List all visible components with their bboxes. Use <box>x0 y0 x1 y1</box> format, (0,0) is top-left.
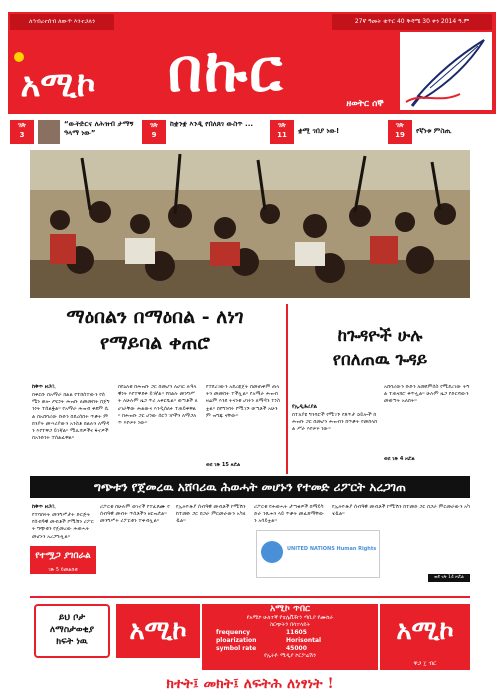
side-tag-sub: ገጽ 5 ይመልከቱ <box>30 566 96 574</box>
teaser-text: “ውትድርና ለሕዝብ ታማኝ ዓላማ ነው” <box>64 120 134 137</box>
main-story-continue[interactable]: ወደ ገጽ 15 ዞሯል <box>206 462 241 468</box>
promo-freq-row <box>202 629 378 637</box>
promo-brand-left: አሚኮ <box>116 604 200 658</box>
column-divider <box>286 304 288 474</box>
right-story-col2: አሸባሪውን ቡድን ለመደምሰስ የሚደረገው ትግል ተጠናክሮ ቀጥሏል። ሁሉም ዜጋ የድርሻውን መወጣት አለበት። <box>384 384 470 405</box>
price-tag: ዋጋ ፲ ብር <box>380 658 470 670</box>
teaser-item[interactable] <box>142 118 260 146</box>
un-emblem-icon <box>261 541 283 563</box>
freq-label: frequency <box>216 629 251 636</box>
lower-col5: የኢትዮጵያ ሰብዓዊ መብቶች ኮሚሽን ከተመድ ጋር በጋራ ምርመራውን አካሂዷል። <box>332 504 470 518</box>
main-headline-line2: የማይባል ቀጠሮ <box>100 332 210 354</box>
main-byline: ከቅጥ ዘጋቢ <box>32 384 56 390</box>
teaser-page-badge: ገጽ 19 <box>388 120 412 144</box>
right-headline-line2: የበለጠዉ ጉዳይ <box>332 350 428 370</box>
promo-footer-note: የኢትዮ ሚዲያ ኮርፖሬሽን <box>264 653 316 659</box>
un-logo-text: UNITED NATIONS Human Rights <box>287 546 377 552</box>
teaser-photo <box>38 120 60 144</box>
teaser-item[interactable] <box>8 118 136 146</box>
main-story-col2: በየዕለቱ ከሕዝቡ ጋር በመሆን ለሀገር ሉዓላዊነት እየተዋደቀ ይገኛል። የክልሉ መንግሥት ለሁሉም ዜጋ ጥሪ አቅርቧል። ወጣቶች ለሀገራቸው ሕልውና እንዲሰለፉ ተጠይቀዋል። ከሕዝቡ ጋር ሆነው ሰርጎ ገቦችን ለማጋለጥ እየሠሩ ነው። <box>118 384 198 427</box>
pol-value: Horisontal <box>286 637 322 644</box>
masthead-date: 27ኛ ዓመት ቁጥር 40 ቅዳሜ 30 ቀን 2014 ዓ.ም <box>332 14 492 30</box>
lower-continue[interactable]: ወደ ገጽ 14 ዞሯል <box>428 574 470 582</box>
promo-pol-row <box>202 637 378 645</box>
lower-col5-wrap <box>332 504 470 574</box>
brand-logo-star-icon <box>14 52 24 62</box>
promo-center[interactable] <box>202 604 378 670</box>
main-headline[interactable] <box>30 304 280 380</box>
side-tag[interactable]: የተሟጋ ያገበራል <box>30 546 96 566</box>
lower-col2: ሪፖርቱ በሁሉም ወገኖች የተፈጸሙ የሰብዓዊ መብት ጥሰቶችን ዘርዝሯል። መንግሥት ሪፖርቱን ተቀብሏል። <box>100 504 170 525</box>
news-banner[interactable]: ግጭቱን የጀመረዉ አሸባሪዉ ሕወሓት መሆኑን የተመድ ሪፖርት አረጋገጠ <box>30 476 470 498</box>
ad-space-line2: ለማስታወቂያ <box>49 625 95 635</box>
masthead-tagline: ለኅብረተሰብ ለውጥ እንተጋለን <box>10 14 114 30</box>
main-headline-line1: ማዕበልን በማዕበል - ለነገ <box>66 306 244 328</box>
lead-photo <box>30 150 470 298</box>
promo-sub1: የአሚኮ ሁለተኛ የቴሌቪዥን ጣቢያ የሙከራ <box>246 615 334 621</box>
right-headline[interactable] <box>290 324 470 380</box>
teaser-text: ቋሚ ገበያ ነው! <box>298 127 340 135</box>
pol-label: ploarization <box>216 637 257 644</box>
right-headline-line1: ከጉዳዮች ሁሉ <box>337 326 423 346</box>
right-story-col1: በተለያዩ ግንባሮች የሚገኙ የጸጥታ ኃይሎች ከሕዝቡ ጋር በመሆን ሕዝብን ከጥቃት የመከላከል ሥራ እየሠሩ ነው። <box>292 412 378 433</box>
teaser-item[interactable] <box>388 118 496 146</box>
footer-slogan: ክተት፤ መክት፤ ለፍትሕ ለነፃነት ! <box>166 676 334 692</box>
brand-logo: አሚኮ <box>20 65 96 105</box>
lower-byline: ከቅጥ ዘጋቢ <box>32 504 56 510</box>
newspaper-title: በኩር <box>167 36 285 106</box>
freq-value: 11605 <box>286 629 307 636</box>
promo-sub2: ስርጭትን በሳተላይት <box>269 622 311 628</box>
teaser-text: ከቋንቋ እንዲ የበለጸገ ውስጥ ... <box>170 120 254 128</box>
teaser-page-badge: ገጽ 3 <box>10 120 34 144</box>
ad-space-line3: ክፍት ነዉ <box>56 637 88 647</box>
lower-col3: የኢትዮጵያ ሰብዓዊ መብቶች ኮሚሽን ከተመድ ጋር በጋራ ምርመራውን አካሂዷል። <box>176 504 246 525</box>
promo-divider <box>30 596 470 598</box>
promo-title: አሚኮ ጥበር <box>270 604 310 614</box>
sym-label: symbol rate <box>216 645 257 652</box>
ad-space-box[interactable] <box>34 604 110 658</box>
lower-col4: ሪፖርቱ የሕወሓት ታጣቂዎች በማይካድራ ንጹሐን ላይ ጥቃት መፈጸማቸውን አሳይቷል። <box>254 504 324 525</box>
teaser-row <box>8 118 496 146</box>
teaser-page-badge: ገጽ 11 <box>270 120 294 144</box>
lower-col1: የተባበሩት መንግሥታት ድርጅት የሰብዓዊ መብቶች ኮሚሽን ሪፖርት ግጭቱን የጀመረው ሕወሓት መሆኑን አረጋግጧል። <box>32 512 94 540</box>
ad-space-line1: ይህ ቦታ <box>58 613 86 623</box>
promo-brand-right: አሚኮ <box>380 604 470 658</box>
footer-slogan-bar <box>30 674 470 694</box>
teaser-page-badge: ገጽ 9 <box>142 120 166 144</box>
teaser-item[interactable] <box>270 118 380 146</box>
quill-pen-icon <box>398 30 494 112</box>
promo-sym-row <box>202 645 378 653</box>
right-story-continue[interactable]: ወደ ገጽ 4 ዞሯል <box>384 456 415 462</box>
sym-value: 45000 <box>286 645 307 652</box>
teaser-text: የኛነቱ ምስጢ <box>416 127 452 135</box>
main-story-col1: በቅርቡ በአማራ ክልል የተከሰተውን የሰሜን ወሎ ጦርነት ሕዝቡ ለመመከት በጀግንነት ተሰልፏል። የአማራ ሕዝብ ቀደም ሲል በአሸባሪው ቡድን በደረሰበት ጥቃት ምክንያት መሣሪያውን አንስቶ ክልሉን ለማዳን እየተዋጋ ይገኛል። ሚሊሻዎችና ፋኖዎች በአንድነት ተሰልፈዋል። <box>32 392 110 442</box>
main-story-col3: የተደረገውን አደረጃጀት በመጠቀም ጠላትን መመከት ተችሏል። የአማራ ሕዝብ ዛሬም እንደ ትናንቱ ሀገሩን ለማዳን ተነስቷል። በየግንባሩ የሚገኙ ወጣቶች አሁንም ዝግጁ ናቸው። <box>206 384 280 419</box>
right-byline: የኢዲቶሪያል <box>292 404 318 410</box>
masthead-subtitle: ዘወትር ሰኞ <box>346 99 384 109</box>
